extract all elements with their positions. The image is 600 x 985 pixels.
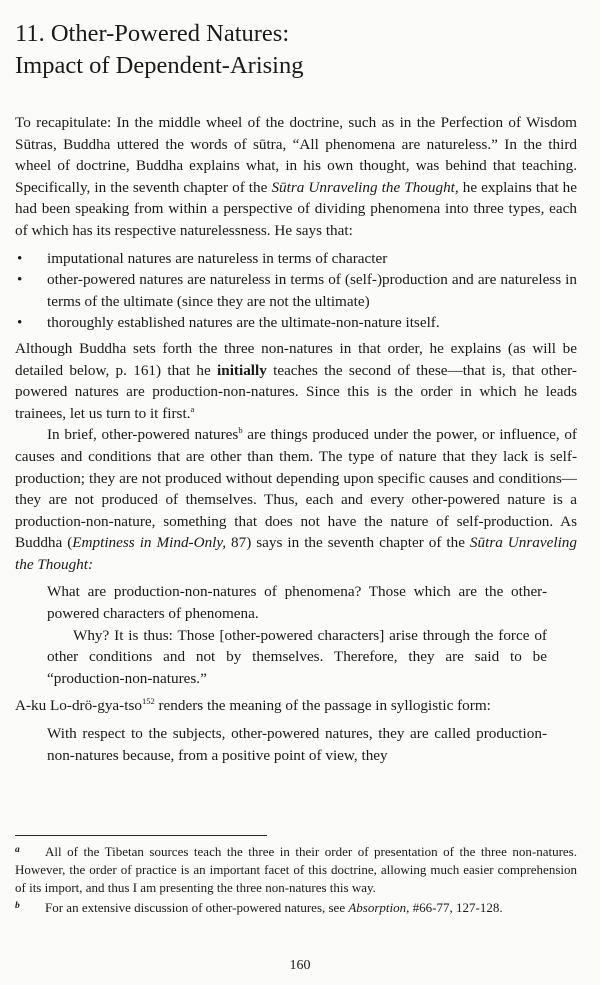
footnote-mark: b: [15, 901, 20, 911]
paragraph-order: [15, 338, 577, 424]
sutra-title-italic: Sūtra Unraveling the Thought:: [15, 534, 577, 573]
list-item: • imputational natures are natureless in terms of character: [15, 248, 577, 270]
footnote-mark: a: [15, 845, 20, 855]
text-run: A-ku Lo-drö-gya-tso: [15, 697, 142, 715]
footnotes: [15, 843, 577, 919]
body-text: [15, 112, 577, 772]
sutra-title-italic: Sūtra Unraveling the Thought,: [271, 178, 459, 196]
list-item: • other-powered natures are natureless in terms of (self-)production and are natureless in terms of the ultimate (since they are not the ultimate): [15, 269, 577, 312]
text-run: renders the meaning of the passage in syllogistic form:: [154, 697, 491, 715]
text-run: teaches the second of these—that is, that other-powered natures are production-non-natures. Since this is the order in which he leads trainees, let us turn to it first.: [15, 361, 577, 422]
book-title-italic: Absorption,: [348, 900, 410, 915]
quote-line: With respect to the subjects, other-powered natures, they are called production-non-natures because, from a positive point of view, they: [47, 725, 547, 764]
text-run: Although Buddha sets forth the three non-natures in that order, he explains (as will be detailed below, p. 161) that he: [15, 339, 577, 379]
block-quote-sutra: [47, 581, 547, 689]
footnote-text: #66-77, 127-128.: [409, 900, 503, 915]
block-quote-syllogism: [47, 723, 547, 766]
footnote-ref-a[interactable]: a: [190, 403, 195, 414]
bold-initially: initially: [217, 361, 267, 379]
chapter-title-line-1: 11. Other-Powered Natures:: [15, 20, 290, 47]
footnote-divider: [15, 835, 267, 836]
quote-line: What are production-non-natures of phenomena? Those which are the other-powered characters of phenomena.: [47, 583, 547, 623]
quote-line: Why? It is thus: Those [other-powered characters] arise through the force of other conditions and not by themselves. Therefore, they are said to be “production-non-natures.”: [47, 626, 547, 687]
chapter-title-line-2: Impact of Dependent-Arising: [15, 52, 304, 79]
chapter-title: [15, 18, 575, 82]
three-natures-list: [15, 248, 577, 334]
paragraph-aku: [15, 695, 577, 717]
text-run: are things produced under the power, or influence, of causes and conditions that are other than them. The type of nature that they lack is self-production; they are not produced without depending upon specific causes and conditions—they are not produced of themselves. Thus, each and every other-powered nature is a production-non-nature, something that does not have the nature of self-production. As Buddha (: [15, 426, 577, 552]
footnote-a: [15, 843, 577, 897]
footnote-b: [15, 899, 577, 917]
paragraph-in-brief: [15, 424, 577, 575]
list-item: • thoroughly established natures are the ultimate-non-nature itself.: [15, 312, 577, 334]
paragraph-recapitulate: [15, 112, 577, 242]
footnote-ref-b[interactable]: b: [238, 425, 243, 436]
footnote-text: All of the Tibetan sources teach the three in their order of presentation of the three non-natures. However, the order of practice is an important facet of this doctrine, allowing much easier comprehension of its import, and thus I am presenting the three non-natures this way.: [15, 844, 577, 895]
text-run: 87) says in the seventh chapter of the: [226, 534, 470, 552]
endnote-ref-152[interactable]: 152: [141, 696, 155, 707]
page-number: 160: [289, 958, 311, 973]
text-run: he explains that he had been speaking from within a perspective of dividing phenomena into three types, each of which has its respective naturelessness. He says that:: [15, 178, 578, 239]
book-title-italic: Emptiness in Mind-Only,: [72, 534, 227, 552]
footnote-text: For an extensive discussion of other-powered natures, see: [45, 900, 349, 915]
text-run: To recapitulate: In the middle wheel of the doctrine, such as in the Perfection of Wisdom Sūtras, Buddha uttered the words of sūtra, “All phenomena are natureless.” In the third wheel of doctrine, Buddha explains what, in his own thought, was behind that teaching. Specifically, in the seventh chapter of the: [15, 114, 577, 196]
text-run: In brief, other-powered natures: [47, 426, 239, 444]
